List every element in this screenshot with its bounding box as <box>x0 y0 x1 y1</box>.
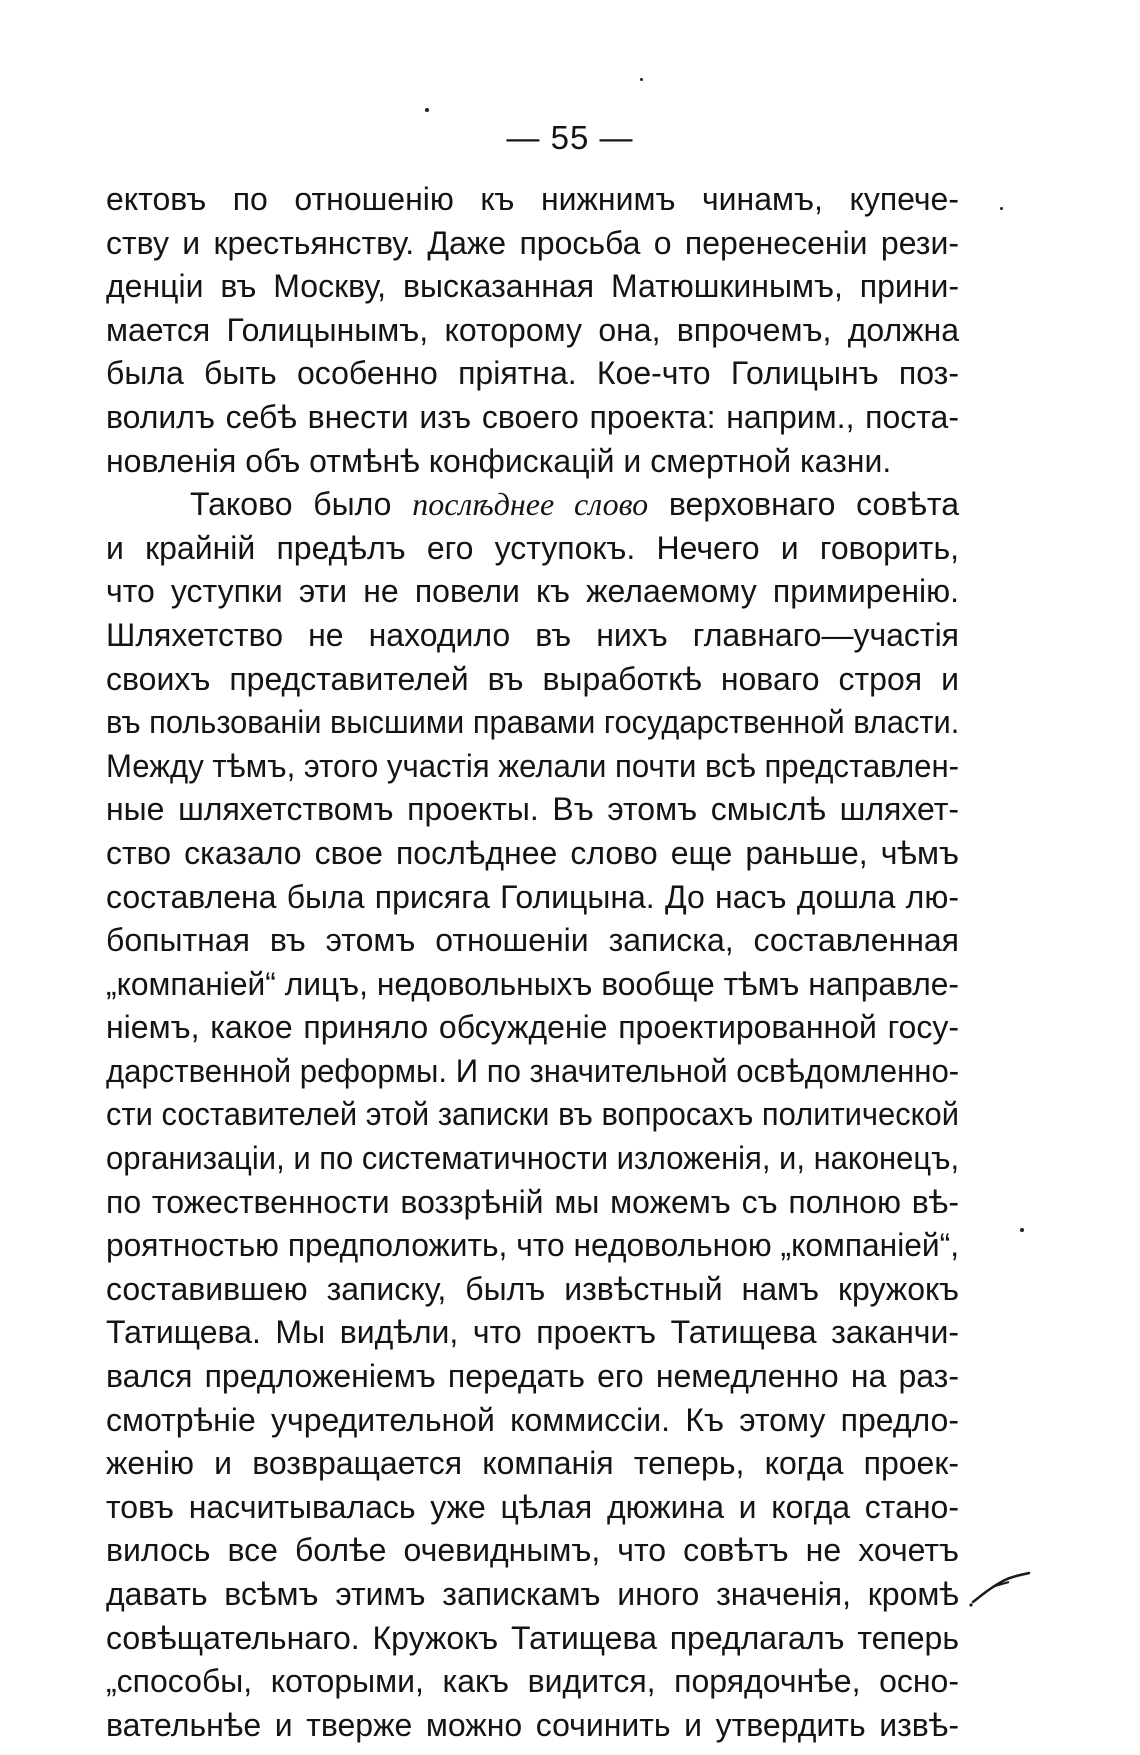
paragraph-2-line: „компаніей“ лицъ, недовольныхъ вообще тѣмъ направле- <box>106 965 959 1002</box>
paragraph-2-line-1: Таково было послѣднее слово верховнаго совѣта <box>190 486 960 523</box>
paragraph-2-line: вательнѣе и тверже можно сочинить и утвердить извѣ- <box>106 1706 959 1743</box>
ink-scribble <box>965 1568 1035 1608</box>
paragraph-2-line: своихъ представителей въ выработкѣ новаго строя и <box>106 660 959 697</box>
paragraph-2-line: по тожественности воззрѣній мы можемъ съ полною вѣ- <box>106 1183 959 1220</box>
paragraph-2-line: товъ насчитывалась уже цѣлая дюжина и когда стано- <box>106 1488 959 1525</box>
paragraph-1-line: новленія объ отмѣнѣ конфискацій и смертной казни. <box>106 442 892 479</box>
scan-speck <box>425 108 429 112</box>
paragraph-2-line: „способы, которыми, какъ видится, порядочнѣе, осно- <box>106 1663 959 1700</box>
paragraph-2-line: бопытная въ этомъ отношеніи записка, составленная <box>106 922 959 959</box>
paragraph-1 <box>106 178 959 483</box>
paragraph-1-line: денціи въ Москву, высказанная Матюшкинымъ, прини- <box>106 268 959 305</box>
paragraph-2-line: Шляхетство не находило въ нихъ главнаго—участія <box>106 616 959 653</box>
body-text <box>106 178 959 1747</box>
paragraph-2-line: сти составителей этой записки въ вопросахъ политической <box>106 1096 959 1133</box>
paragraph-2-line: и крайній предѣлъ его уступокъ. Нечего и говорить, <box>106 529 959 566</box>
paragraph-1-line: мается Голицынымъ, которому она, впрочемъ, должна <box>106 311 959 348</box>
scan-speck <box>640 78 643 81</box>
paragraph-1-line: ству и крестьянству. Даже просьба о перенесеніи рези- <box>106 224 959 261</box>
paragraph-2-line: совѣщательнаго. Кружокъ Татищева предлагалъ теперь <box>106 1619 959 1656</box>
paragraph-2-line: что уступки эти не повели къ желаемому примиренію. <box>106 573 959 610</box>
scan-speck <box>1000 207 1003 210</box>
paragraph-2-line: давать всѣмъ этимъ запискамъ иного значенія, кромѣ <box>106 1576 959 1612</box>
paragraph-1-line: была быть особенно пріятна. Кое-что Голицынъ поз- <box>106 355 959 392</box>
paragraph-2-line: составившею записку, былъ извѣстный намъ кружокъ <box>106 1270 959 1307</box>
paragraph-2-line: Татищева. Мы видѣли, что проектъ Татищева заканчи- <box>106 1314 959 1351</box>
paragraph-2-line: дарственной реформы. И по значительной освѣдомленно- <box>106 1052 960 1089</box>
paragraph-2-line: ніемъ, какое приняло обсужденіе проектированной госу- <box>106 1009 959 1046</box>
paragraph-2-line: организаціи, и по систематичности изложенія, и, наконецъ, <box>106 1140 960 1177</box>
paragraph-1-line: волилъ себѣ внести изъ своего проекта: наприм., поста- <box>106 398 959 435</box>
paragraph-2-line: вилось все болѣе очевиднымъ, что совѣтъ не хочетъ <box>106 1532 959 1569</box>
paragraph-2-line: ство сказало свое послѣднее слово еще раньше, чѣмъ <box>106 834 959 871</box>
paragraph-2-line: составлена была присяга Голицына. До насъ дошла лю- <box>106 878 959 915</box>
emphasized-phrase: послѣднее слово <box>412 486 649 523</box>
paragraph-2-line: Между тѣмъ, этого участія желали почти всѣ представлен- <box>106 747 960 784</box>
paragraph-2-line: смотрѣніе учредительной коммиссіи. Къ этому предло- <box>106 1401 959 1438</box>
paragraph-2-line: въ пользованіи высшими правами государственной власти. <box>106 704 960 741</box>
paragraph-2-line: вался предложеніемъ передать его немедленно на раз- <box>106 1358 959 1395</box>
paragraph-2 <box>106 483 959 1747</box>
page-number: — 55 — <box>506 119 634 156</box>
paragraph-2-line: женію и возвращается компанія теперь, когда проек- <box>106 1445 959 1482</box>
paragraph-1-line: ектовъ по отношенію къ нижнимъ чинамъ, купече- <box>106 181 959 217</box>
scan-speck <box>1020 1228 1024 1232</box>
paragraph-2-line: роятностью предположить, что недовольною „компаніей“, <box>106 1227 960 1264</box>
paragraph-2-line: ные шляхетствомъ проекты. Въ этомъ смыслѣ шляхет- <box>106 791 959 828</box>
